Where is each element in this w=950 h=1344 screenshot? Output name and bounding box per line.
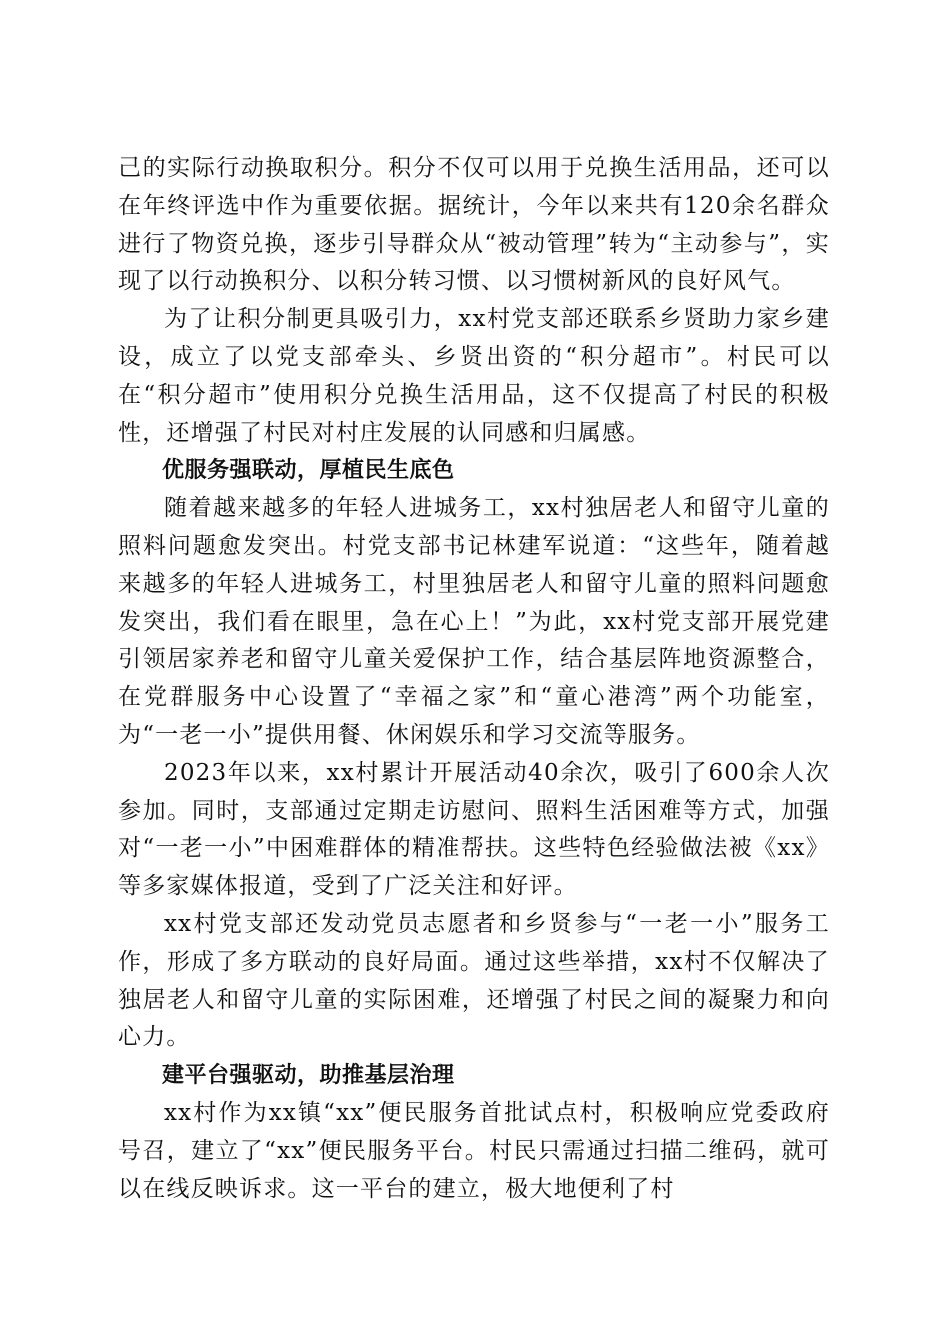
paragraph-elderly-children: 随着越来越多的年轻人进城务工，xx村独居老人和留守儿童的照料问题愈发突出。村党支部书记林建军说道：“这些年，随着越来越多的年轻人进城务工，村里独居老人和留守儿童的照料问题愈发突出，我们看在眼里，急在心上！”为此，xx村党支部开展党建引领居家养老和留守儿童关爱保护工作，结合基层阵地资源整合，在党群服务中心设置了“幸福之家”和“童心港湾”两个功能室，为“一老一小”提供用餐、休闲娱乐和学习交流等服务。 (118, 495, 830, 748)
paragraph-continued: 己的实际行动换取积分。积分不仅可以用于兑换生活用品，还可以在年终评选中作为重要依据。据统计，今年以来共有120余名群众进行了物资兑换，逐步引导群众从“被动管理”转为“主动参与”，实现了以行动换积分、以积分转习惯、以习惯树新风的良好风气。 (118, 155, 830, 295)
document-page (118, 150, 830, 1208)
section-heading-services: 优服务强联动，厚植民生底色 (162, 458, 455, 484)
paragraph-service-platform: xx村作为xx镇“xx”便民服务首批试点村，积极响应党委政府号召，建立了“xx”便民服务平台。村民只需通过扫描二维码，就可以在线反映诉求。这一平台的建立，极大地便利了村 (118, 1099, 830, 1202)
paragraph-points-supermarket: 为了让积分制更具吸引力，xx村党支部还联系乡贤助力家乡建设，成立了以党支部牵头、乡贤出资的“积分超市”。村民可以在“积分超市”使用积分兑换生活用品，这不仅提高了村民的积极性，还增强了村民对村庄发展的认同感和归属感。 (118, 306, 830, 446)
paragraph-activities-2023: 2023年以来，xx村累计开展活动40余次，吸引了600余人次参加。同时，支部通过定期走访慰问、照料生活困难等方式，加强对“一老一小”中困难群体的精准帮扶。这些特色经验做法被《xx》等多家媒体报道，受到了广泛关注和好评。 (118, 759, 830, 900)
paragraph-volunteers: xx村党支部还发动党员志愿者和乡贤参与“一老一小”服务工作，形成了多方联动的良好局面。通过这些举措，xx村不仅解决了独居老人和留守儿童的实际困难，还增强了村民之间的凝聚力和向心力。 (118, 910, 830, 1051)
section-heading-platform: 建平台强驱动，助推基层治理 (162, 1063, 455, 1089)
